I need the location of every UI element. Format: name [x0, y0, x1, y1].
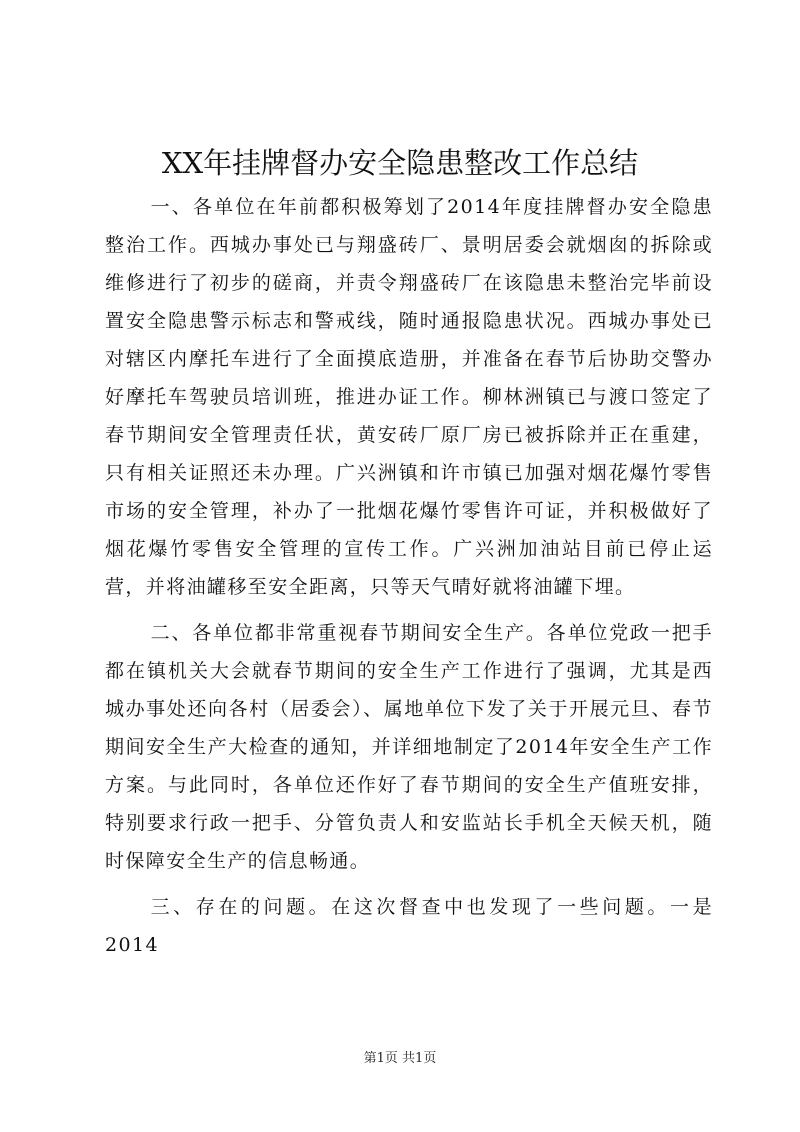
document-title: XX年挂牌督办安全隐患整改工作总结: [161, 146, 639, 180]
document-body: [105, 188, 713, 972]
paragraph-1: 一、各单位在年前都积极筹划了2014年度挂牌督办安全隐患整治工作。西城办事处已与翔盛砖厂、景明居委会就烟囱的拆除或维修进行了初步的磋商，并责令翔盛砖厂在该隐患未整治完毕前设置安全隐患警示标志和警戒线，随时通报隐患状况。西城办事处已对辖区内摩托车进行了全面摸底造册，并准备在春节后协助交警办好摩托车驾驶员培训班，推进办证工作。柳林洲镇已与渡口签定了春节期间安全管理责任状，黄安砖厂原厂房已被拆除并正在重建，只有相关证照还未办理。广兴洲镇和许市镇已加强对烟花爆竹零售市场的安全管理，补办了一批烟花爆竹零售许可证，并积极做好了烟花爆竹零售安全管理的宣传工作。广兴洲加油站目前已停止运营，并将油罐移至安全距离，只等天气晴好就将油罐下埋。: [105, 196, 713, 598]
paragraph-3: 三、存在的问题。在这次督查中也发现了一些问题。一是2014: [105, 896, 713, 956]
paragraph-2: 二、各单位都非常重视春节期间安全生产。各单位党政一把手都在镇机关大会就春节期间的安全生产工作进行了强调，尤其是西城办事处还向各村（居委会）、属地单位下发了关于开展元旦、春节期间安全生产大检查的通知，并详细地制定了2014年安全生产工作方案。与此同时，各单位还作好了春节期间的安全生产值班安排，特别要求行政一把手、分管负责人和安监站长手机全天候天机，随时保障安全生产的信息畅通。: [105, 622, 713, 872]
page-footer: 第1页 共1页: [363, 1051, 437, 1066]
